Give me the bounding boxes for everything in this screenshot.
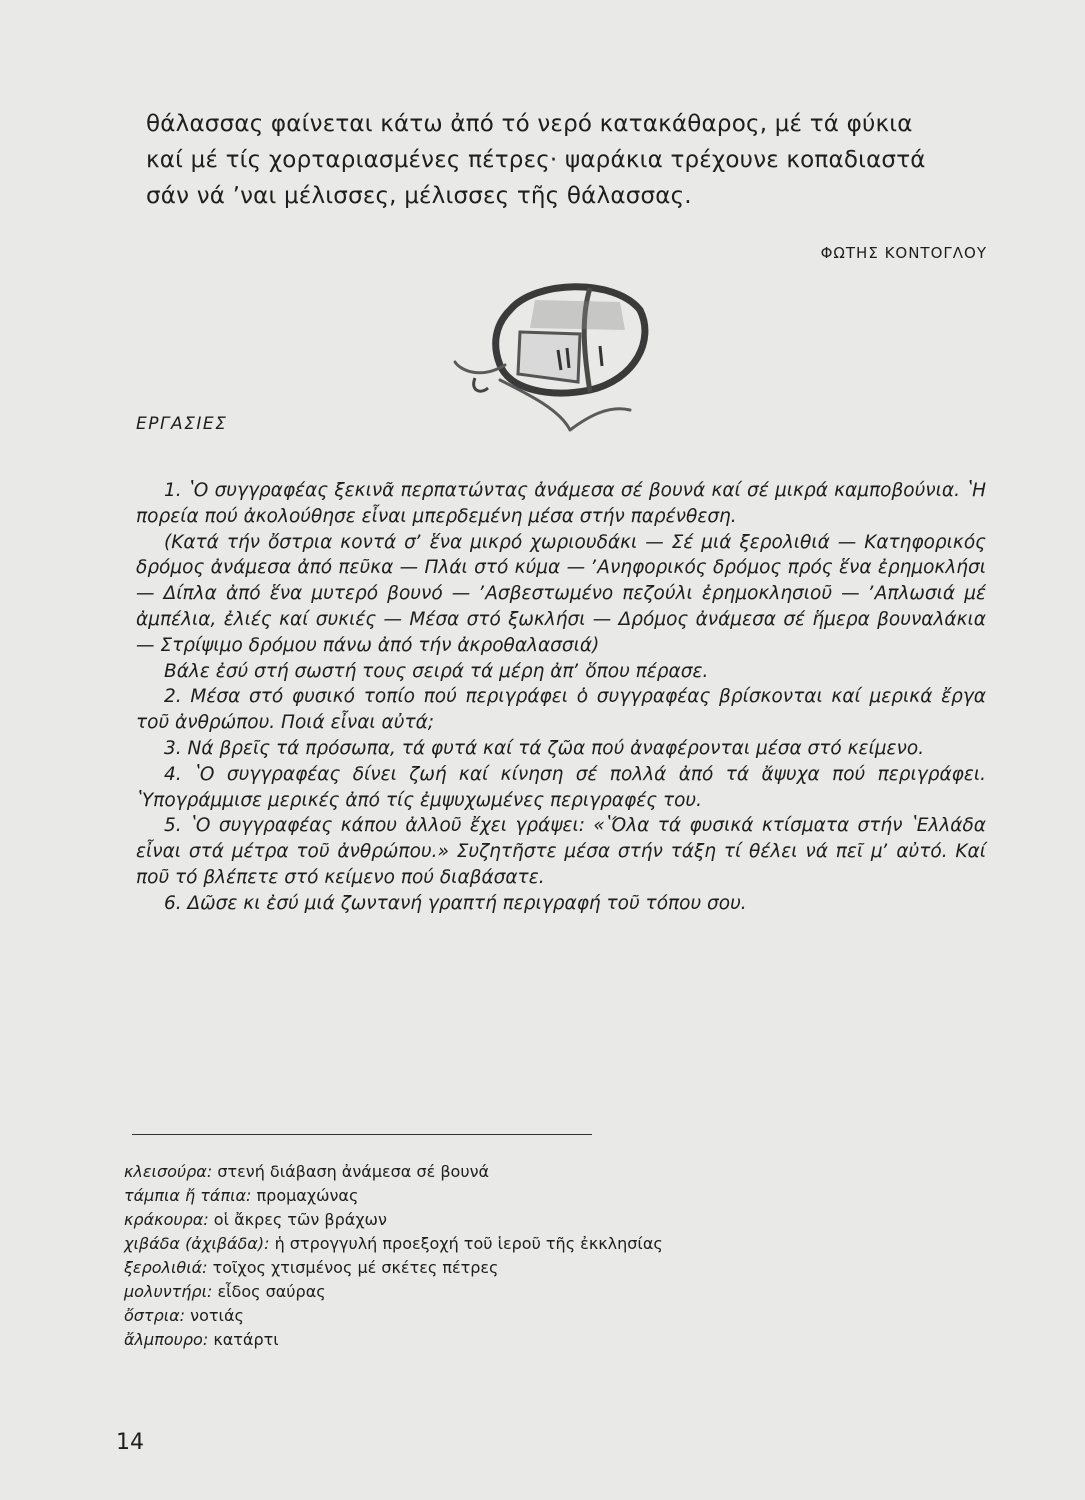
exercise-1-places: (Κατά τήν ὄστρια κοντά σʼ ἕνα μικρό χωριουδάκι — Σέ μιά ξερολιθιά — Κατηφορικός δρόμος ἀνάμεσα ἀπό πεῦκα — Πλάι στό κύμα — ʼΑνηφορικός δρόμος πρός ἕνα ἐρημοκλήσι — Δίπλα ἀπό ἕνα μυτερό βουνό — ʼΑσβεστωμένο πεζούλι ἐρημοκλησιοῦ — ʼΑπλωσιά μέ ἀμπέλια, ἐλιές καί συκιές — Μέσα στό ξωκλήσι — Δρόμος ἀνάμεσα σέ ἥμερα βουναλάκια — Στρίψιμο δρόμου πάνω ἀπό τήν ἀκροθαλασσιά): [136, 531, 986, 656]
glossary-term: τάμπια ἤ τάπια:: [124, 1186, 252, 1205]
exercise-3: 3. Νά βρεῖς τά πρόσωπα, τά φυτά καί τά ζῶα πού ἀναφέρονται μέσα στό κείμενο.: [164, 737, 925, 759]
glossary-entry: [124, 1328, 824, 1352]
glossary-definition: κατάρτι: [213, 1330, 279, 1349]
glossary-entry: [124, 1160, 824, 1184]
glossary-entry: [124, 1208, 824, 1232]
glossary-definition: οἱ ἄκρες τῶν βράχων: [213, 1210, 387, 1229]
glossary-term: ἄλμπουρο:: [124, 1330, 209, 1349]
glossary-definition: νοτιάς: [190, 1306, 244, 1325]
glossary-term: μολυντήρι:: [124, 1282, 213, 1301]
glossary-definition: εἶδος σαύρας: [217, 1282, 326, 1301]
exercise-5: 5. ʽΟ συγγραφέας κάπου ἀλλοῦ ἔχει γράψει: «ʽΌλα τά φυσικά κτίσματα στήν ʽΕλλάδα εἶναι στά μέτρα τοῦ ἀνθρώπου.» Συζητῆστε μέσα στήν τάξη τί θέλει νά πεῖ μʼ αὐτό. Καί ποῦ τό βλέπετε στό κείμενο πού διαβάσατε.: [136, 815, 986, 888]
glossary-definition: ἡ στρογγυλή προεξοχή τοῦ ἱεροῦ τῆς ἐκκλησίας: [274, 1234, 663, 1253]
glossary-entry: [124, 1280, 824, 1304]
intro-passage: [146, 106, 996, 214]
exercise-4: 4. ʽΟ συγγραφέας δίνει ζωή καί κίνηση σέ πολλά ἀπό τά ἄψυχα πού περιγράφει. ʽΥπογράμμισε μερικές ἀπό τίς ἐμψυχωμένες περιγραφές του.: [136, 763, 986, 811]
author-name: ΦΩΤΗΣ ΚΟΝΤΟΓΛΟΥ: [820, 244, 987, 262]
exercise-2: 2. Μέσα στό φυσικό τοπίο πού περιγράφει ὁ συγγραφέας βρίσκονται καί μερικά ἔργα τοῦ ἀνθρώπου. Ποιά εἶναι αὐτά;: [136, 686, 986, 734]
glossary: [124, 1160, 824, 1352]
glossary-entry: [124, 1232, 824, 1256]
exercise-1-instruction: Βάλε ἐσύ στή σωστή τους σειρά τά μέρη ἀπʼ ὅπου πέρασε.: [164, 660, 709, 682]
glossary-entry: [124, 1256, 824, 1280]
glossary-term: κλεισούρα:: [124, 1162, 213, 1181]
glossary-definition: στενή διάβαση ἀνάμεσα σέ βουνά: [217, 1162, 490, 1181]
page-number: 14: [116, 1430, 144, 1455]
exercises-list: [136, 478, 986, 917]
intro-line-1: θάλασσας φαίνεται κάτω ἀπό τό νερό κατακάθαρος, μέ τά φύκια: [146, 111, 913, 137]
glossary-entry: [124, 1304, 824, 1328]
intro-line-3: σάν νά ʼναι μέλισσες, μέλισσες τῆς θάλασσας.: [146, 183, 692, 209]
glossary-definition: τοῖχος χτισμένος μέ σκέτες πέτρες: [212, 1258, 499, 1277]
exercise-6: 6. Δῶσε κι ἐσύ μιά ζωντανή γραπτή περιγραφή τοῦ τόπου σου.: [164, 892, 747, 914]
glossary-term: ξερολιθιά:: [124, 1258, 208, 1277]
exercises-heading: ΕΡΓΑΣΙΕΣ: [136, 414, 228, 434]
intro-line-2: καί μέ τίς χορταριασμένες πέτρες· ψαράκια τρέχουνε κοπαδιαστά: [146, 147, 926, 173]
glossary-term: ὄστρια:: [124, 1306, 186, 1325]
glossary-definition: προμαχώνας: [256, 1186, 359, 1205]
glossary-term: χιβάδα (ἀχιβάδα):: [124, 1234, 270, 1253]
footnote-divider: [132, 1134, 592, 1135]
glossary-entry: [124, 1184, 824, 1208]
glossary-term: κράκουρα:: [124, 1210, 209, 1229]
ink-sketch-illustration: [440, 270, 660, 450]
exercise-1: 1. ʽΟ συγγραφέας ξεκινᾶ περπατώντας ἀνάμεσα σέ βουνά καί σέ μικρά καμποβούνια. ʽΗ πορεία πού ἀκολούθησε εἶναι μπερδεμένη μέσα στήν παρένθεση.: [136, 480, 986, 527]
